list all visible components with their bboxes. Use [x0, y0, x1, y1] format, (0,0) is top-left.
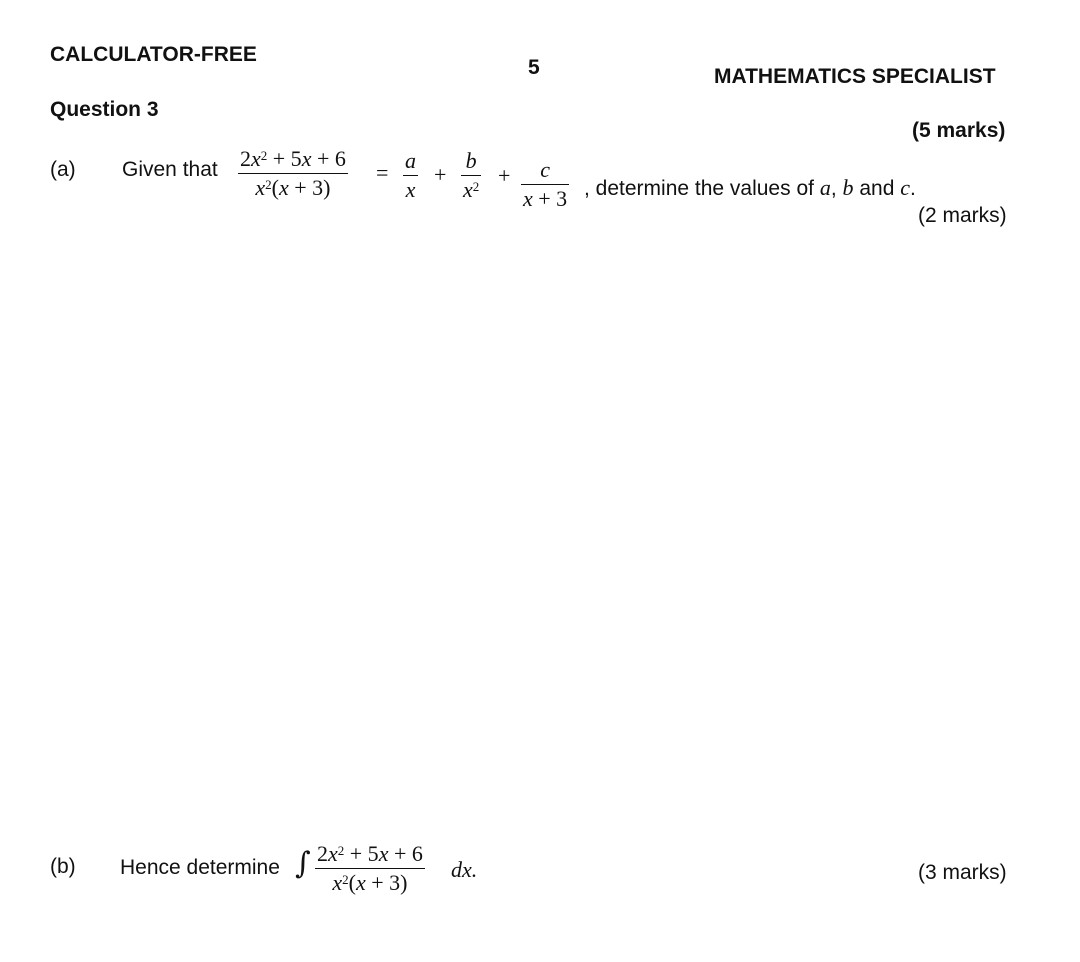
integral-sign: ∫ [295, 846, 311, 881]
comma: , [830, 177, 837, 200]
term3-fraction [521, 158, 569, 211]
plus-sign-1: + [434, 162, 447, 187]
term3-denominator: x + 3 [523, 186, 568, 211]
term2-denominator: $x^2$ [463, 177, 480, 202]
term1-fraction [403, 149, 418, 202]
differential: dx. [451, 857, 478, 882]
period: . [910, 177, 916, 200]
term1-numerator: a [405, 148, 416, 173]
part-a-tail-text: , determine the values of [584, 177, 814, 200]
question-title: Question 3 [50, 98, 159, 121]
term2-numerator: b [465, 148, 477, 173]
part-a-lhs-fraction [238, 147, 348, 200]
term2-fraction [461, 149, 481, 202]
term1-denominator: x [405, 177, 416, 202]
variable-b: b [842, 175, 854, 200]
variable-a: a [819, 175, 831, 200]
integrand-numerator: $2x^2 + 5x + 6$ [317, 841, 423, 866]
page-number: 5 [528, 56, 540, 79]
part-b-integrand-fraction [315, 842, 425, 895]
header-right-label: MATHEMATICS SPECIALIST [714, 65, 996, 88]
answer-space-a [50, 240, 1020, 830]
part-b-lead-text: Hence determine [120, 856, 280, 879]
equals-sign: = [376, 160, 389, 185]
term3-numerator: c [540, 157, 550, 182]
part-a-marks: (2 marks) [918, 204, 1007, 227]
part-a-lead-text: Given that [122, 158, 218, 181]
lhs-denominator: $x^2(x + 3)$ [255, 175, 331, 200]
and-word: and [859, 177, 895, 200]
part-b-label: (b) [50, 855, 76, 878]
part-b-marks: (3 marks) [918, 861, 1007, 884]
part-a-label: (a) [50, 158, 76, 181]
plus-sign-2: + [498, 163, 511, 188]
question-total-marks: (5 marks) [912, 119, 1006, 142]
lhs-numerator: $2x^2 + 5x + 6$ [240, 146, 346, 171]
variable-c: c [900, 175, 910, 200]
header-left-label: CALCULATOR-FREE [50, 43, 257, 66]
integrand-denominator: $x^2(x + 3)$ [332, 870, 408, 895]
part-a-instruction [584, 175, 916, 201]
